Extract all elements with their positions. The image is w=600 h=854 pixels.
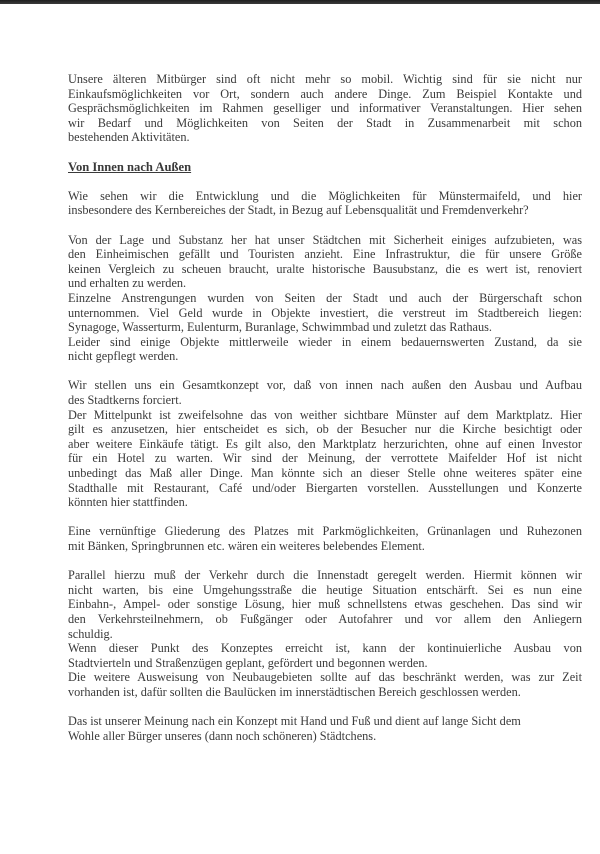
text-line: Von der Lage und Substanz her hat unser Städtchen mit Sicherheit einiges aufzubieten, was <box>68 232 582 247</box>
paragraph-question <box>68 189 582 218</box>
paragraph-gap <box>68 700 582 715</box>
text-line: den Verkehrsteilnehmern, ob Fußgänger oder Autofahrer und vor allem den Anliegern <box>68 611 582 626</box>
text-line: den Einheimischen gefällt und Touristen anzieht. Eine Infrastruktur, die für unsere Größe <box>68 247 582 262</box>
paragraph-market-square <box>68 408 582 510</box>
paragraph-gap <box>68 554 582 569</box>
text-line: des Stadtkerns forciert. <box>68 393 182 408</box>
text-line: Leider sind einige Objekte mittlerweile wieder in einem bedauernswerten Zustand, da sie <box>68 334 582 349</box>
text-line: unternommen. Viel Geld wurde in Objekte investiert, die verstreut im Stadtbereich liegen: <box>68 305 582 320</box>
text-line: Unsere älteren Mitbürger sind oft nicht mehr so mobil. Wichtig sind für sie nicht nur <box>68 72 582 86</box>
text-line: Das ist unserer Meinung nach ein Konzept mit Hand und Fuß und dient auf lange Sicht dem <box>68 714 521 729</box>
text-line: unbedingt das Maß aller Dinge. Man könnte sich an dieser Stelle ohne weiteres später eine <box>68 466 582 481</box>
text-line: Eine vernünftige Gliederung des Platzes mit Parkmöglichkeiten, Grünanlagen und Ruhezonen <box>68 524 582 539</box>
text-line: insbesondere des Kernbereiches der Stadt, in Bezug auf Lebensqualität und Fremdenverkehr? <box>68 203 529 218</box>
section-heading: Von Innen nach Außen <box>68 159 192 174</box>
paragraph-location-substance <box>68 233 582 291</box>
text-line: gilt es anzusetzen, hier entscheidet es sich, ob der Besucher nur die Kirche besichtigt oder <box>68 422 582 437</box>
text-line: für ein Hotel zu warten. Wir sind der Meinung, der verrottete Maifelder Hof ist nicht <box>68 451 582 466</box>
text-line: keinen Vergleich zu scheuen braucht, uralte historische Bausubstanz, die es wert ist, renoviert <box>68 261 582 276</box>
paragraph-traffic <box>68 568 582 641</box>
text-line: könnten hier stattfinden. <box>68 495 188 510</box>
text-line: Stadthalle mit Restaurant, Café und/oder Biergarten vorstellen. Ausstellungen und Konzerte <box>68 480 582 495</box>
text-line: und erhalten zu werden. <box>68 276 187 291</box>
document-page <box>68 72 582 743</box>
paragraph-gap <box>68 174 582 189</box>
text-line: Wohle aller Bürger unseres (dann noch schöneren) Städtchens. <box>68 728 377 743</box>
text-line: Parallel hierzu muß der Verkehr durch die Innenstadt geregelt werden. Hiermit können wir <box>68 568 582 583</box>
text-line: Der Mittelpunkt ist zweifelsohne das von weither sichtbare Münster auf dem Marktplatz. Hier <box>68 407 582 422</box>
paragraph-gap <box>68 145 582 160</box>
paragraph-efforts <box>68 291 582 335</box>
text-line: nicht warten, bis eine Umgehungsstraße die heutige Situation entschärft. Sei es nun eine <box>68 582 582 597</box>
text-line: Synagoge, Wasserturm, Eulenturm, Buranlage, Schwimmbad und zuletzt das Rathaus. <box>68 320 492 335</box>
paragraph-senior-citizens <box>68 72 582 145</box>
text-line: Wir stellen uns ein Gesamtkonzept vor, daß von innen nach außen den Ausbau und Aufbau <box>68 378 582 393</box>
text-line: Einzelne Anstrengungen wurden von Seiten der Stadt und auch der Bürgerschaft schon <box>68 290 582 305</box>
paragraph-square-layout <box>68 524 582 553</box>
text-line: Einbahn-, Ampel- oder sonstige Lösung, hier muß schnellstens etwas geschehen. Das sind wir <box>68 597 582 612</box>
paragraph-gap <box>68 218 582 233</box>
text-line: aber weitere Einkäufe tätigt. Es gilt also, den Marktplatz herzurichten, ohne auf einen Investor <box>68 436 582 451</box>
paragraph-gap <box>68 510 582 525</box>
text-line: Einkaufsmöglichkeiten vor Ort, sondern auch andere Dinge. Zum Beispiel Kontakte und <box>68 86 582 101</box>
paragraph-new-development <box>68 670 582 699</box>
text-line: bestehenden Aktivitäten. <box>68 130 190 145</box>
text-line: Gesprächsmöglichkeiten im Rahmen geselliger und informativer Veranstaltungen. Hier sehen <box>68 101 582 116</box>
paragraph-overall-concept <box>68 378 582 407</box>
text-line: Wenn dieser Punkt des Konzeptes erreicht ist, kann der kontinuierliche Ausbau von <box>68 641 582 656</box>
text-line: Die weitere Ausweisung von Neubaugebieten sollte auf das beschränkt werden, was zur Zeit <box>68 670 582 685</box>
paragraph-conclusion <box>68 714 582 743</box>
text-line: vorhanden ist, dafür sollten die Baulücken im innerstädtischen Bereich geschlossen werden. <box>68 684 521 699</box>
text-line: wir Bedarf und Möglichkeiten von Seiten der Stadt in Zusammenarbeit mit schon <box>68 115 582 130</box>
text-line: schuldig. <box>68 626 113 641</box>
text-line: mit Bänken, Springbrunnen etc. wären ein weiteres belebendes Element. <box>68 539 425 553</box>
text-line: Stadtvierteln und Straßenzügen geplant, gefördert und begonnen werden. <box>68 655 428 670</box>
text-line: nicht gepflegt werden. <box>68 349 179 364</box>
text-line: Wie sehen wir die Entwicklung und die Möglichkeiten für Münstermaifeld, und hier <box>68 188 582 203</box>
paragraph-condition <box>68 335 582 364</box>
paragraph-gap <box>68 364 582 379</box>
paragraph-expansion <box>68 641 582 670</box>
scan-top-edge <box>0 0 600 4</box>
